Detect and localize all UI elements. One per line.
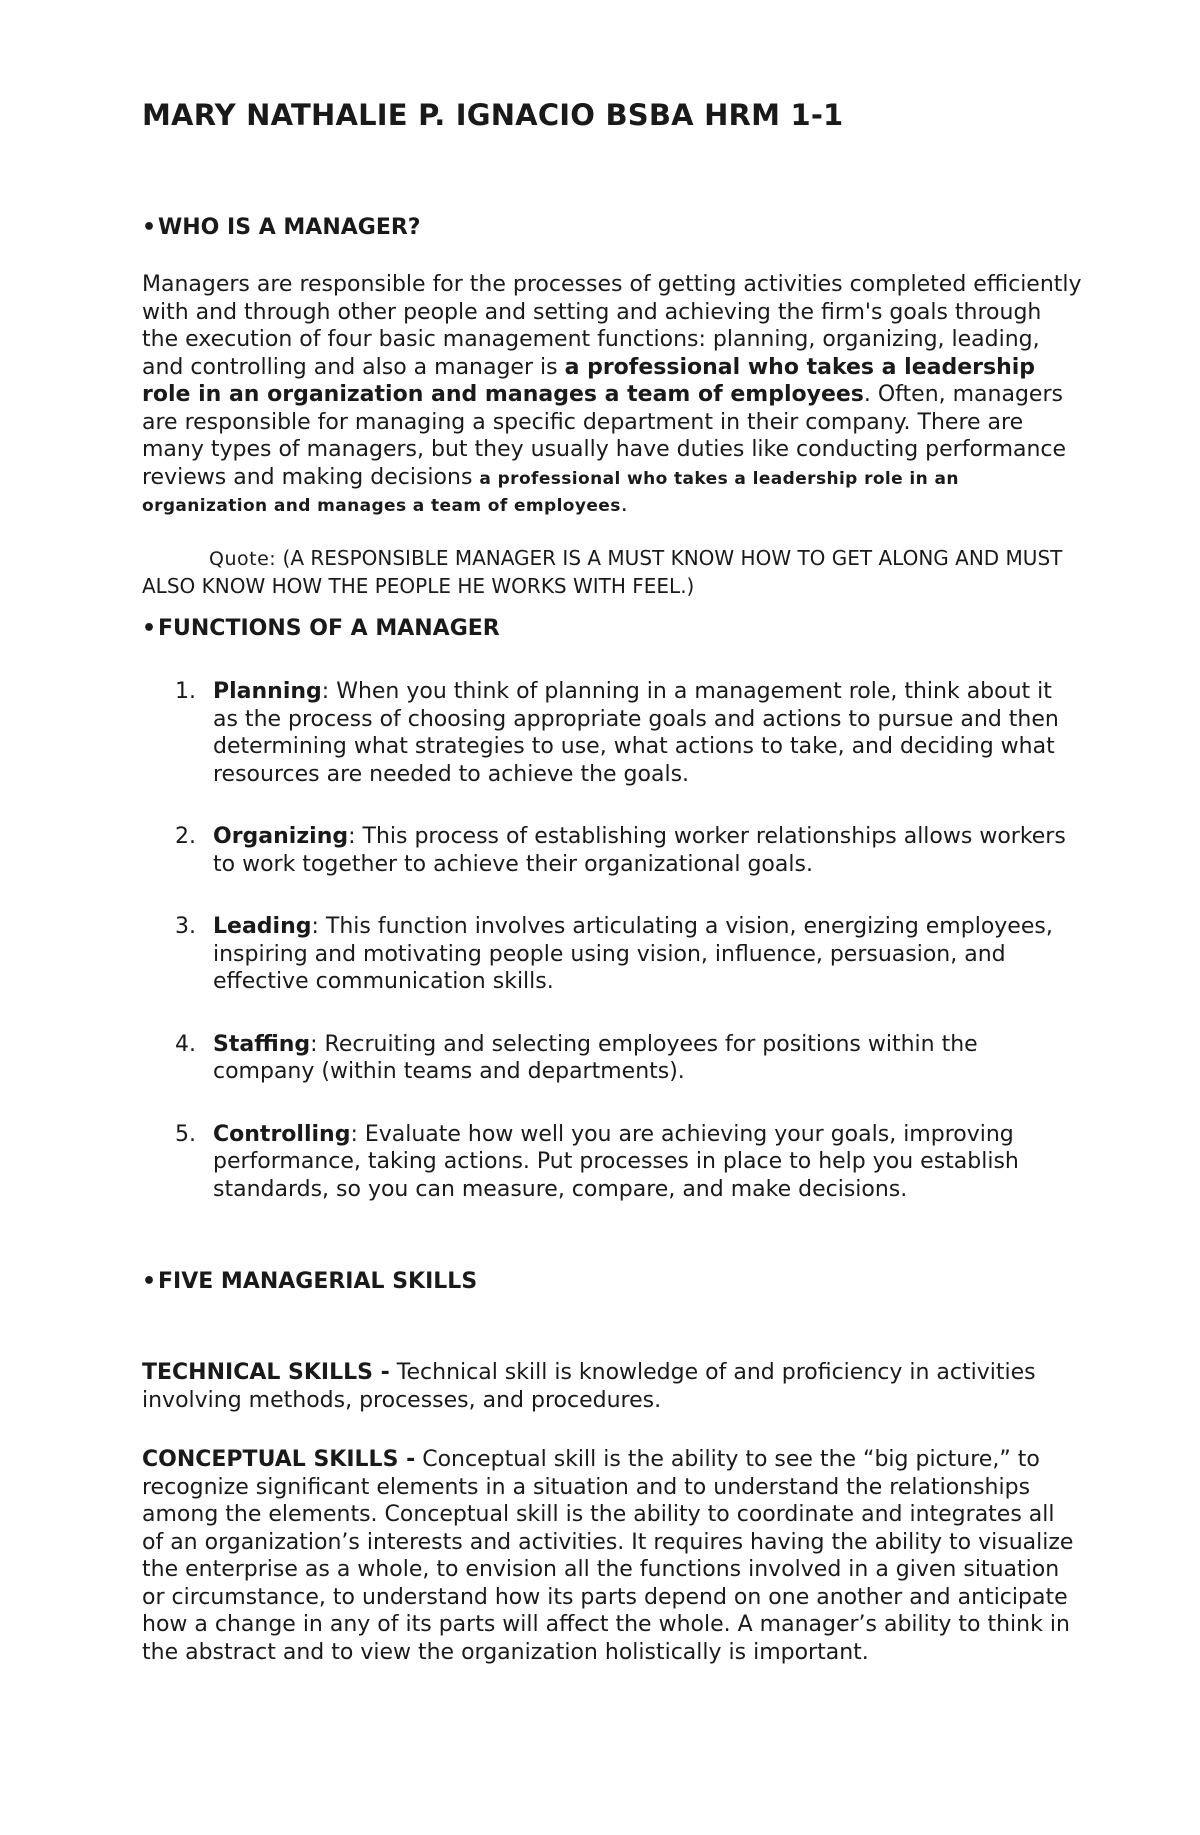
function-term: Planning — [213, 679, 322, 704]
function-description: : This process of establishing worker relationships allows workers to work together to achieve their organizational goals. — [213, 824, 1066, 877]
function-item-organizing — [142, 823, 1082, 878]
function-description: : When you think of planning in a management role, think about it as the process of choosing appropriate goals and actions to pursue and then determining what strategies to use, what actions to take, and deciding what resources are needed to achieve the goals. — [213, 679, 1059, 787]
list-number: 1. — [175, 679, 196, 704]
bullet-icon: • — [142, 616, 157, 641]
section-heading-text: WHO IS A MANAGER? — [158, 215, 421, 240]
section-heading-managerial-skills — [142, 1269, 477, 1294]
function-description: : Evaluate how well you are achieving your goals, improving performance, taking actions. Put processes in place to help you establish standards, so you can measure, compare, and make decisions. — [213, 1121, 1019, 1202]
quote-text: (A RESPONSIBLE MANAGER IS A MUST KNOW HOW TO GET ALONG AND MUST ALSO KNOW HOW THE PEOPLE HE WORKS WITH FEEL.) — [142, 546, 1063, 598]
function-term: Controlling — [213, 1121, 351, 1147]
function-item-controlling — [142, 1121, 1082, 1204]
manager-quote — [142, 545, 1082, 600]
paragraph-text: . Often, managers are responsible for managing a specific department in their company. There are many types of managers, but they usually have duties like conducting performance reviews and making decisions — [142, 382, 1067, 490]
paragraph-text: . — [620, 492, 628, 517]
skill-description: Conceptual skill is the ability to see the “big picture,” to recognize significant elements in a situation and to understand the relationships among the elements. Conceptual skill is the ability to coordinate and integrates all of an organization’s interests and activities. It requires having the ability to visualize the enterprise as a whole, to envision all the functions involved in a given situation or circumstance, to understand how its parts depend on one another and anticipate how a change in any of its parts will affect the whole. A manager’s ability to think in the abstract and to view the organization holistically is important. — [142, 1447, 1074, 1665]
skill-term: TECHNICAL SKILLS - — [142, 1360, 390, 1385]
function-item-leading — [142, 913, 1082, 996]
list-number: 5. — [175, 1121, 196, 1147]
skill-description: Technical skill is knowledge of and proficiency in activities involving methods, processes, and procedures. — [142, 1360, 1036, 1413]
function-term: Organizing — [213, 824, 349, 849]
list-number: 3. — [175, 914, 196, 939]
section-heading-who-is-a-manager — [142, 215, 421, 240]
section-heading-text: FIVE MANAGERIAL SKILLS — [158, 1269, 478, 1294]
paragraph-bold-text: a professional who takes a leadership role in an organization and manages a team of employees — [142, 354, 1036, 407]
function-item-planning — [142, 678, 1082, 788]
function-term: Leading — [213, 914, 312, 939]
document-title: MARY NATHALIE P. IGNACIO BSBA HRM 1-1 — [142, 98, 844, 132]
paragraph-text: Managers are responsible for the processes of getting activities completed efficiently with and through other people and setting and achieving the firm's goals through the execution of four basic management functions: planning, organizing, leading, and controlling and also a manager is — [142, 272, 1082, 380]
functions-list — [142, 678, 1082, 1238]
paragraph-small-bold-text: a professional who takes a leadership role in an organization and manages a team of employees — [142, 468, 959, 516]
skill-term: CONCEPTUAL SKILLS - — [142, 1447, 416, 1472]
function-description: : This function involves articulating a vision, energizing employees, inspiring and motivating people using vision, influence, persuasion, and effective communication skills. — [213, 914, 1053, 994]
function-item-staffing — [142, 1031, 1082, 1086]
list-number: 2. — [175, 824, 196, 849]
bullet-icon: • — [142, 1269, 157, 1294]
function-description: : Recruiting and selecting employees for positions within the company (within teams and departments). — [213, 1031, 978, 1084]
section-heading-text: FUNCTIONS OF A MANAGER — [158, 616, 500, 641]
technical-skills-paragraph — [142, 1359, 1082, 1414]
manager-definition-paragraph — [142, 271, 1082, 519]
function-term: Staffing — [213, 1031, 311, 1057]
list-number: 4. — [175, 1031, 196, 1057]
conceptual-skills-paragraph — [142, 1446, 1082, 1666]
section-heading-functions — [142, 616, 500, 641]
bullet-icon: • — [142, 215, 157, 240]
quote-label: Quote: — [209, 548, 277, 570]
